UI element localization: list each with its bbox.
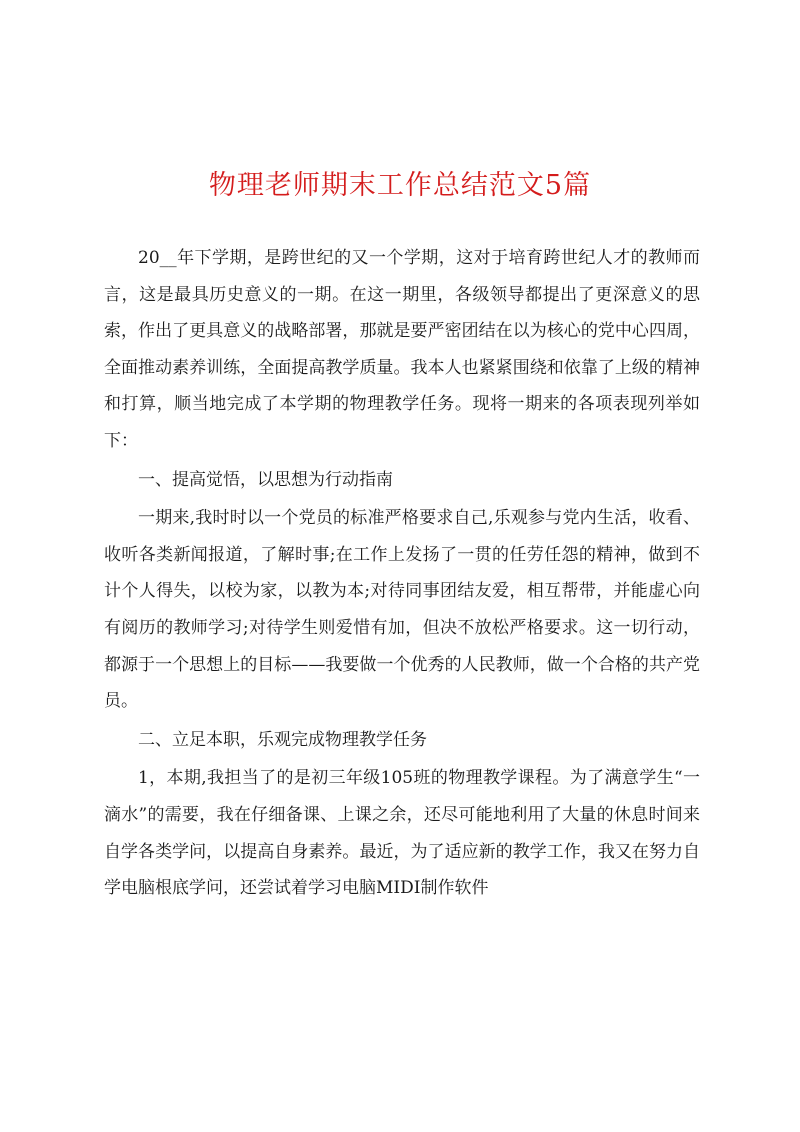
document-body bbox=[104, 240, 700, 907]
document-title: 物理老师期末工作总结范文5篇 bbox=[208, 170, 592, 201]
section-heading-2: 二、立足本职，乐观完成物理教学任务 bbox=[138, 729, 427, 750]
section-heading-1: 一、提高觉悟，以思想为行动指南 bbox=[138, 469, 393, 490]
paragraph-section-2: 1，本期,我担当了的是初三年级105班的物理教学课程。为了满意学生“一滴水”的需要，我在仔细备课、上课之余，还尽可能地利用了大量的休息时间来自学各类学问，以提高自身素养。最近，为了适应新的教学工作，我又在努力自学电脑根底学问，还尝试着学习电脑MIDI制作软件 bbox=[104, 768, 700, 899]
paragraph-section-1: 一期来,我时时以一个党员的标准严格要求自己,乐观参与党内生活，收看、收听各类新闻报道，了解时事;在工作上发扬了一贯的任劳任怨的精神，做到不计个人得失，以校为家，以教为本;对待同事团结友爱，相互帮带，并能虚心向有阅历的教师学习;对待学生则爱惜有加，但决不放松严格要求。这一切行动，都源于一个思想上的目标——我要做一个优秀的人民教师，做一个合格的共产党员。 bbox=[104, 508, 700, 712]
paragraph-intro: 20__年下学期，是跨世纪的又一个学期，这对于培育跨世纪人才的教师而言，这是最具历史意义的一期。在这一期里，各级领导都提出了更深意义的思索，作出了更具意义的战略部署，那就是要严密团结在以为核心的党中心四周，全面推动素养训练，全面提高教学质量。我本人也紧紧围绕和依靠了上级的精神和打算，顺当地完成了本学期的物理教学任务。现将一期来的各项表现列举如下： bbox=[104, 248, 700, 451]
